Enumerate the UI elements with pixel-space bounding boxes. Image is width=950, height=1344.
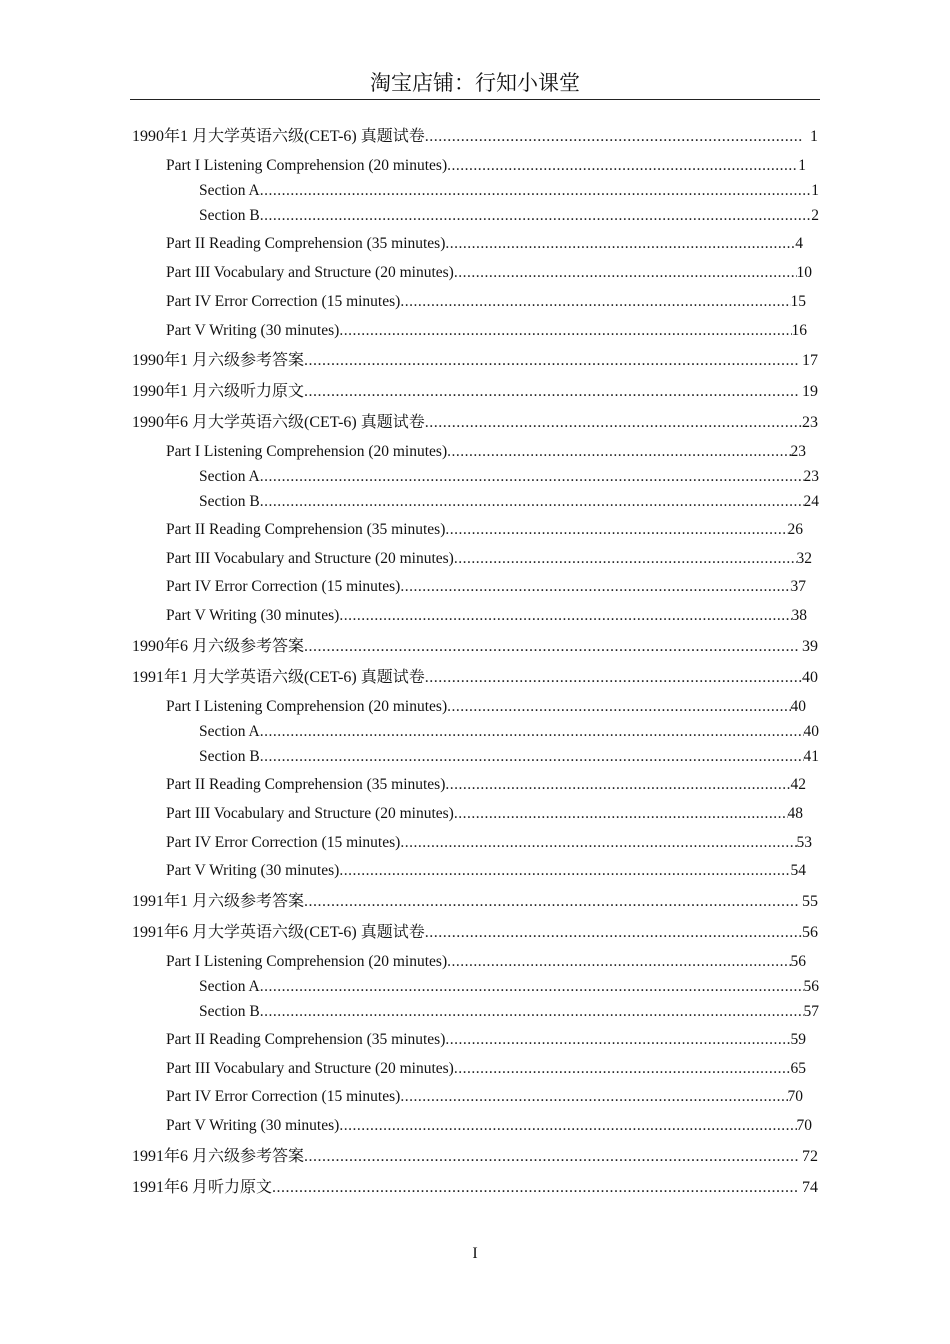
toc-entry-page-number: 40 (802, 669, 818, 686)
toc-entry[interactable] (199, 747, 819, 767)
dot-leader (339, 321, 791, 341)
dot-leader (445, 775, 790, 795)
dot-leader (339, 606, 791, 626)
dot-leader (304, 637, 799, 657)
toc-entry-title: Part II Reading Comprehension (35 minutes) (166, 521, 446, 538)
toc-entry[interactable] (199, 977, 819, 997)
toc-entry[interactable] (166, 263, 812, 283)
toc-entry[interactable] (199, 722, 819, 742)
toc-entry[interactable] (132, 413, 818, 433)
toc-entry-page-number: 59 (790, 1031, 806, 1048)
toc-entry-title: Part V Writing (30 minutes) (166, 607, 340, 624)
toc-entry-page-number: 54 (790, 862, 806, 879)
toc-entry-page-number: 70 (796, 1117, 812, 1134)
toc-entry[interactable] (166, 1116, 812, 1136)
toc-entry-title: 1991年6 月六级参考答案 (132, 1148, 305, 1165)
dot-leader (260, 977, 804, 997)
toc-entry[interactable] (132, 1178, 818, 1198)
toc-entry-page-number: 17 (802, 352, 818, 369)
dot-leader (447, 697, 790, 717)
toc-entry-page-number: 70 (787, 1088, 803, 1105)
toc-entry[interactable] (199, 467, 819, 487)
toc-entry-title: 1990年6 月大学英语六级(CET-6) 真题试卷 (132, 414, 425, 431)
toc-entry-title: Part III Vocabulary and Structure (20 minutes) (166, 550, 454, 567)
dot-leader (425, 923, 802, 943)
toc-entry-title: Part I Listening Comprehension (20 minutes) (166, 157, 448, 174)
toc-entry-page-number: 65 (790, 1060, 806, 1077)
toc-entry-title: 1990年1 月六级参考答案 (132, 352, 305, 369)
dot-leader (454, 804, 788, 824)
toc-entry-title: Part V Writing (30 minutes) (166, 1117, 340, 1134)
toc-entry-page-number: 56 (802, 924, 818, 941)
toc-entry-title: Part V Writing (30 minutes) (166, 322, 340, 339)
toc-entry-title: Part III Vocabulary and Structure (20 minutes) (166, 1060, 454, 1077)
toc-entry-title: Part V Writing (30 minutes) (166, 862, 340, 879)
toc-entry-page-number: 23 (803, 468, 819, 485)
dot-leader (304, 1147, 799, 1167)
dot-leader (400, 577, 790, 597)
toc-entry[interactable] (199, 1002, 819, 1022)
toc-entry-page-number: 16 (791, 322, 807, 339)
dot-leader (447, 156, 798, 176)
toc-entry-title: 1990年1 月六级听力原文 (132, 383, 305, 400)
toc-entry[interactable] (132, 923, 818, 943)
dot-leader (425, 413, 802, 433)
toc-entry-page-number: 72 (802, 1148, 818, 1165)
dot-leader (272, 1178, 798, 1198)
dot-leader (454, 263, 797, 283)
toc-entry-title: Section A (199, 182, 260, 199)
toc-entry[interactable] (166, 1087, 803, 1107)
toc-entry[interactable] (166, 156, 806, 176)
dot-leader (425, 668, 802, 688)
page-header: 淘宝店铺：行知小课堂 (130, 68, 820, 100)
toc-entry-title: Part II Reading Comprehension (35 minutes) (166, 1031, 446, 1048)
toc-entry[interactable] (166, 520, 803, 540)
toc-entry-title: Part II Reading Comprehension (35 minutes) (166, 235, 446, 252)
toc-entry-page-number: 23 (802, 414, 818, 431)
toc-entry-title: Part II Reading Comprehension (35 minutes) (166, 776, 446, 793)
toc-entry-page-number: 41 (803, 748, 819, 765)
toc-entry-page-number: 32 (796, 550, 812, 567)
toc-entry[interactable] (132, 892, 818, 912)
dot-leader (454, 549, 797, 569)
toc-entry-page-number: 1 (798, 157, 806, 174)
toc-entry[interactable] (166, 804, 803, 824)
toc-entry-page-number: 1 (810, 128, 818, 145)
toc-entry-title: Section B (199, 493, 260, 510)
dot-leader (260, 492, 804, 512)
toc-entry-page-number: 10 (796, 264, 812, 281)
toc-entry-page-number: 53 (796, 834, 812, 851)
dot-leader (260, 747, 804, 767)
dot-leader (304, 351, 799, 371)
toc-entry-page-number: 40 (790, 698, 806, 715)
toc-entry[interactable] (166, 321, 807, 341)
toc-entry[interactable] (132, 351, 818, 371)
toc-entry-page-number: 19 (802, 383, 818, 400)
toc-entry[interactable] (166, 1030, 806, 1050)
toc-entry-page-number: 15 (790, 293, 806, 310)
toc-entry-title: Section A (199, 723, 260, 740)
dot-leader (304, 892, 799, 912)
dot-leader (260, 206, 812, 226)
dot-leader (260, 722, 804, 742)
toc-entry[interactable] (166, 952, 806, 972)
toc-entry[interactable] (166, 234, 803, 254)
toc-entry[interactable] (132, 382, 818, 402)
toc-entry-page-number: 55 (802, 893, 818, 910)
toc-entry[interactable] (166, 292, 806, 312)
toc-entry-page-number: 74 (802, 1179, 818, 1196)
toc-entry-title: Section B (199, 748, 260, 765)
toc-entry[interactable] (166, 549, 812, 569)
toc-entry[interactable] (199, 181, 819, 201)
toc-entry[interactable] (132, 637, 818, 657)
toc-entry-title: Part I Listening Comprehension (20 minutes) (166, 443, 448, 460)
toc-entry-title: 1991年1 月大学英语六级(CET-6) 真题试卷 (132, 669, 425, 686)
dot-leader (400, 292, 790, 312)
toc-entry-title: 1991年6 月听力原文 (132, 1179, 273, 1196)
toc-entry[interactable] (166, 833, 812, 853)
toc-entry[interactable] (166, 577, 806, 597)
toc-entry-title: Part IV Error Correction (15 minutes) (166, 293, 401, 310)
page-number: I (472, 1245, 478, 1262)
toc-entry-title: Part IV Error Correction (15 minutes) (166, 578, 401, 595)
toc-entry-page-number: 39 (802, 638, 818, 655)
toc-entry-page-number: 38 (791, 607, 807, 624)
toc-entry-title: 1990年1 月大学英语六级(CET-6) 真题试卷 (132, 128, 425, 145)
toc-entry[interactable] (199, 492, 819, 512)
toc-entry-page-number: 56 (790, 953, 806, 970)
toc-entry-page-number: 56 (803, 978, 819, 995)
toc-entry-title: 1991年1 月六级参考答案 (132, 893, 305, 910)
dot-leader (339, 1116, 796, 1136)
toc-entry-page-number: 40 (803, 723, 819, 740)
toc-entry-page-number: 24 (803, 493, 819, 510)
toc-entry[interactable] (199, 206, 819, 226)
dot-leader (445, 1030, 790, 1050)
toc-entry-page-number: 1 (811, 182, 819, 199)
toc-entry-title: Part I Listening Comprehension (20 minutes) (166, 953, 448, 970)
dot-leader (425, 127, 804, 147)
toc-entry-title: Part IV Error Correction (15 minutes) (166, 834, 401, 851)
toc-entry-title: Part IV Error Correction (15 minutes) (166, 1088, 401, 1105)
toc-entry-page-number: 23 (790, 443, 806, 460)
toc-entry-page-number: 26 (787, 521, 803, 538)
toc-entry[interactable] (166, 442, 806, 462)
dot-leader (447, 442, 790, 462)
toc-entry-title: 1991年6 月大学英语六级(CET-6) 真题试卷 (132, 924, 425, 941)
toc-entry-title: Part I Listening Comprehension (20 minutes) (166, 698, 448, 715)
toc-entry[interactable] (166, 775, 806, 795)
toc-entry-title: Section B (199, 207, 260, 224)
toc-entry[interactable] (166, 861, 806, 881)
toc-entry-page-number: 48 (787, 805, 803, 822)
dot-leader (260, 181, 812, 201)
dot-leader (260, 1002, 804, 1022)
dot-leader (304, 382, 799, 402)
toc-entry-title: Section B (199, 1003, 260, 1020)
toc-entry-title: Section A (199, 978, 260, 995)
toc-entry-page-number: 42 (790, 776, 806, 793)
toc-entry[interactable] (132, 668, 818, 688)
dot-leader (339, 861, 790, 881)
dot-leader (400, 833, 796, 853)
toc-entry-page-number: 37 (790, 578, 806, 595)
dot-leader (400, 1087, 787, 1107)
toc-entry[interactable] (132, 127, 818, 147)
dot-leader (445, 234, 795, 254)
toc-entry-page-number: 2 (811, 207, 819, 224)
toc-entry[interactable] (166, 606, 807, 626)
toc-entry-title: Part III Vocabulary and Structure (20 minutes) (166, 264, 454, 281)
dot-leader (447, 952, 790, 972)
dot-leader (260, 467, 804, 487)
dot-leader (454, 1059, 791, 1079)
toc-entry-page-number: 57 (803, 1003, 819, 1020)
toc-entry-page-number: 4 (795, 235, 803, 252)
toc-entry-title: Part III Vocabulary and Structure (20 minutes) (166, 805, 454, 822)
toc-entry-title: 1990年6 月六级参考答案 (132, 638, 305, 655)
toc-entry-title: Section A (199, 468, 260, 485)
toc-entry[interactable] (166, 1059, 806, 1079)
toc-entry[interactable] (166, 697, 806, 717)
toc-entry[interactable] (132, 1147, 818, 1167)
dot-leader (445, 520, 787, 540)
